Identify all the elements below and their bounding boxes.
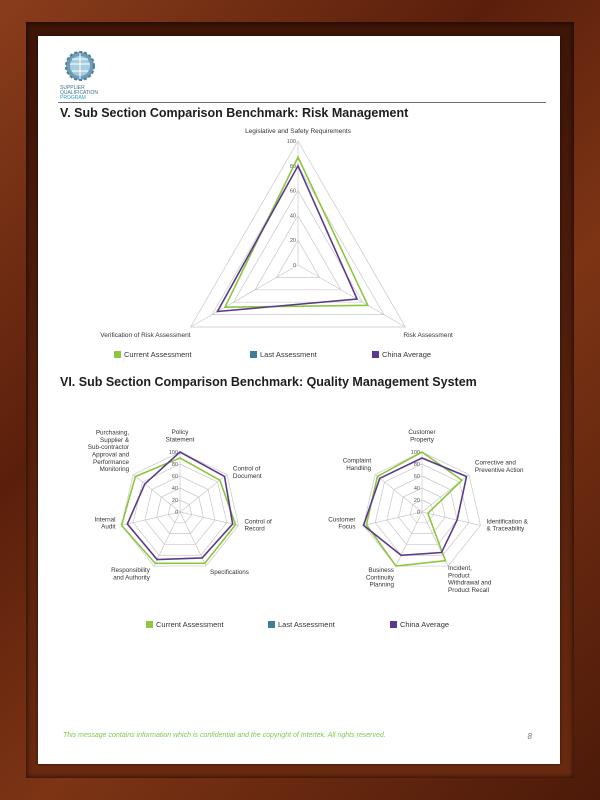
radar-spoke [298,265,405,327]
radar-axis-label [343,458,372,472]
radar-axis-label-line: Preventive Action [474,466,524,474]
radar-axis-label [328,516,355,530]
radar-axis-label-line: Responsibility [111,567,150,575]
radar-axis-label [403,332,453,339]
radar-tick-label: 20 [413,498,420,504]
radar-axis-label-line: Sub-contractor [87,444,130,452]
radar-tick-label: 80 [289,163,296,170]
radar-axis-label [166,429,195,443]
radar-axis-label-line: Monitoring [99,466,130,474]
radar-tick-label: 20 [289,238,296,245]
radar-axis-label-line: & Traceability [486,525,525,533]
radar-axis-label-line: Complaint [342,457,372,465]
section-heading-qms: VI. Sub Section Comparison Benchmark: Quality Management System [60,375,477,389]
radar-spoke [154,512,180,566]
legend-swatch [114,351,121,358]
radar-axis-label-line: and Authority [113,574,150,582]
legend-label: China Average [382,350,432,359]
legend-swatch [372,351,379,358]
radar-tick-label: 20 [171,498,178,504]
radar-axis-label-line: Focus [338,523,356,531]
legend-swatch [268,621,275,628]
radar-spoke [396,512,422,566]
radar-tick-label: 40 [171,486,178,492]
radar-axis-label [408,429,435,443]
radar-tick-label: 60 [413,474,420,480]
legend-1-china [372,350,431,359]
radar-tick-label: 60 [289,188,296,195]
radar-axis-label-line: Incident, [448,565,472,573]
radar-axis-label-line: Record [244,525,265,533]
radar-tick-label: 0 [174,510,178,516]
radar-axis-label-line: Product [448,572,470,580]
logo-line-3: PROGRAM [60,95,86,101]
radar-axis-label-line: Identification & [486,518,528,526]
page-number: 8 [527,732,532,741]
logo-line-1: SUPPLIER [60,85,85,91]
radar-axis-label-line: Policy [171,429,189,436]
radar-axis-label-line: Withdrawal and [448,579,492,587]
radar-axis-label-line: Statement [165,436,195,444]
radar-axis-label [244,518,272,532]
radar-axis-label [475,460,524,474]
legend-label: Current Assessment [124,350,192,359]
radar-axis-label-line: Purchasing, [95,429,130,437]
radar-series-current-assessment [225,157,368,307]
radar-axis-label-line: Continuity [365,574,394,582]
section-heading-risk: V. Sub Section Comparison Benchmark: Risk Management [60,106,409,120]
radar-axis-label [88,430,130,474]
radar-axis-label-line: Legislative and Safety Requirements [245,128,351,135]
radar-tick-label: 100 [168,450,178,456]
radar-axis-label [448,565,492,594]
radar-axis-label-line: Internal [94,516,116,524]
radar-axis-label [94,516,115,530]
footer-confidential-note: This message contains information which is confidential and the copyright of Intertek. All rights reserved. [63,732,386,739]
radar-axis-label-line: Specifications [210,569,249,577]
radar-axis-label-line: Control of [244,518,272,526]
legend-1-last [250,350,317,359]
radar-axis-label-line: Product Recall [448,586,489,594]
legend-2-current [146,620,224,629]
legend-1-current [114,350,192,359]
radar-tick-label: 60 [171,474,178,480]
radar-axis-label-line: Verification of Risk Assessment [100,332,191,339]
radar-axis-label-line: Corrective and [474,459,516,467]
radar-axis-label-line: Planning [369,581,394,589]
legend-label: Last Assessment [260,350,317,359]
radar-tick-label: 0 [416,510,420,516]
radar-axis-label-line: Business [368,567,394,575]
legend-swatch [146,621,153,628]
radar-axis-label-line: Performance [93,458,130,466]
radar-axis-label [111,567,151,581]
legend-label: Last Assessment [278,620,335,629]
radar-spoke [191,265,298,327]
radar-axis-label [486,518,528,532]
legend-label: China Average [400,620,450,629]
radar-tick-label: 40 [289,213,296,220]
radar-tick-label: 100 [286,139,296,145]
radar-axis-label-line: Audit [101,523,116,531]
legend-label: Current Assessment [156,620,224,629]
radar-tick-label: 40 [413,486,420,492]
radar-axis-label [100,332,191,339]
legend-swatch [250,351,257,358]
radar-axis-label-line: Approval and [91,451,130,459]
radar-axis-label-line: Property [410,436,434,444]
radar-axis-label-line: Customer [328,516,356,524]
radar-tick-label: 80 [413,462,420,468]
legend-2-last [268,620,335,629]
radar-axis-label-line: Control of [232,465,261,473]
radar-tick-label: 0 [292,263,296,269]
radar-axis-label-line: Customer [408,429,436,436]
radar-axis-label-line: Document [232,472,262,480]
document-page [38,36,560,764]
radar-axis-label-line: Risk Assessment [403,332,453,339]
radar-axis-label-line: Supplier & [100,436,130,444]
radar-axis-label [245,128,352,135]
radar-axis-label [366,567,395,589]
legend-2-china [390,620,449,629]
radar-axis-label [233,466,262,480]
radar-tick-label: 100 [410,450,420,456]
legend-swatch [390,621,397,628]
radar-axis-label-line: Handling [346,464,372,472]
radar-tick-label: 80 [171,462,178,468]
radar-axis-label [210,569,249,576]
logo-line-2: QUALIFICATION [60,90,98,96]
